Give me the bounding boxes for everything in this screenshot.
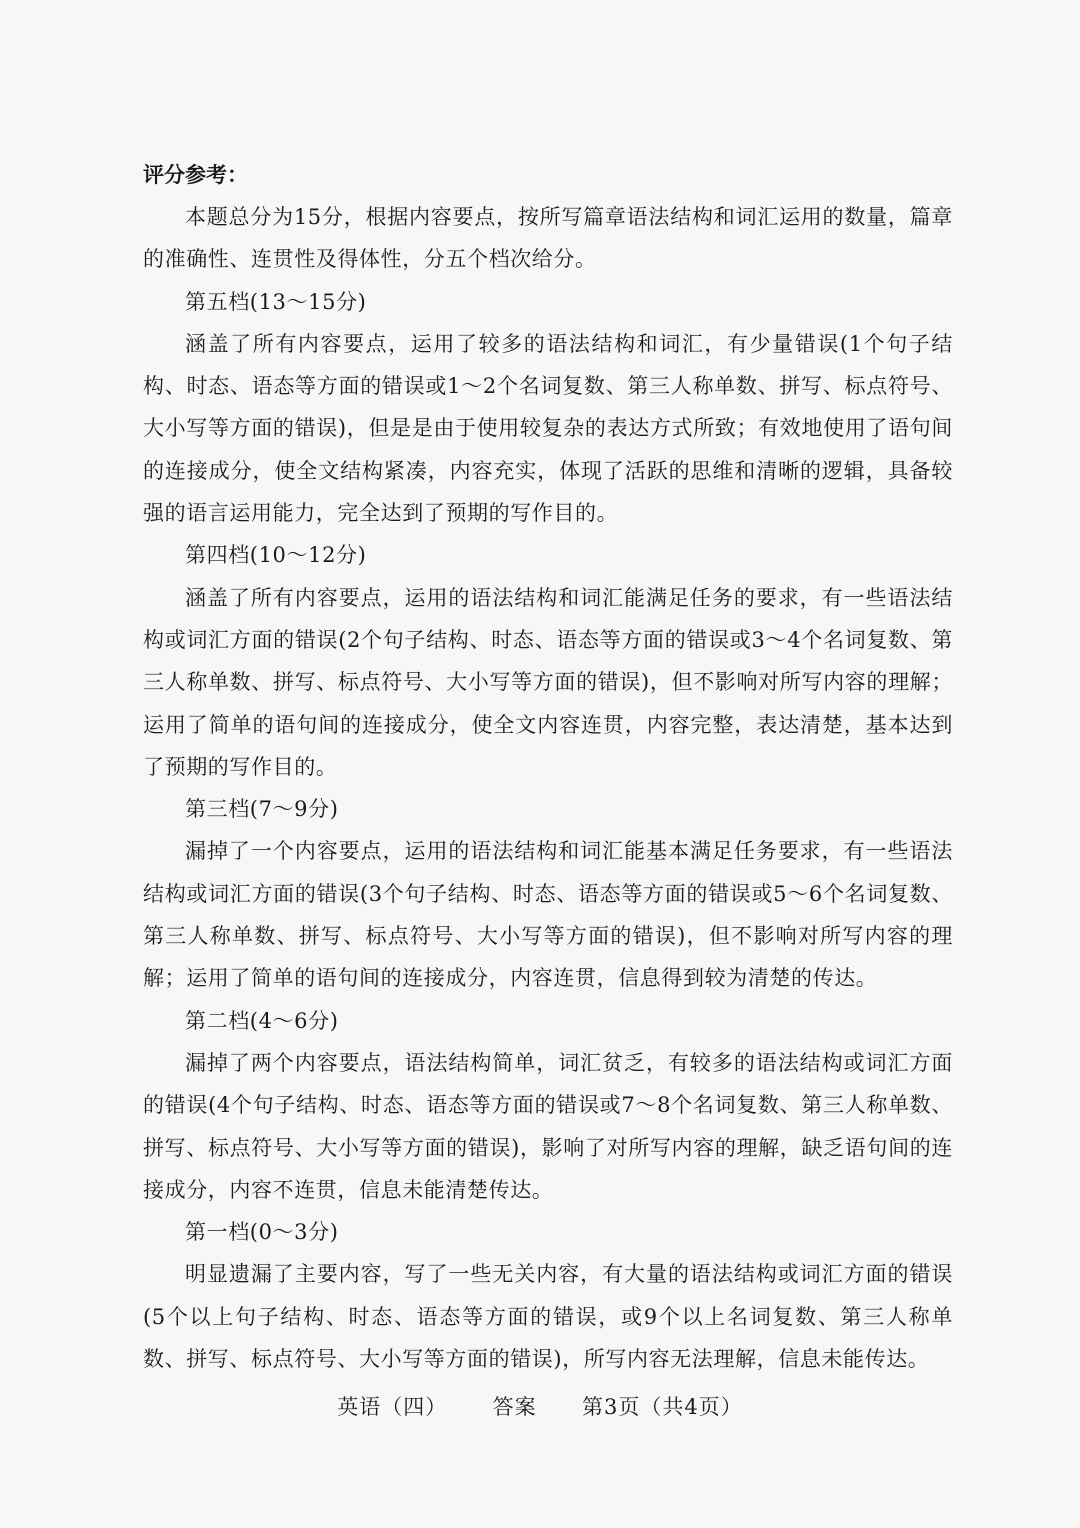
level-4-description: 涵盖了所有内容要点，运用的语法结构和词汇能满足任务的要求，有一些语法结构或词汇方面的错误(2个句子结构、时态、语态等方面的错误或3～4个名词复数、第三人称单数、拼写、标点符号、大小写等方面的错误)，但不影响对所写内容的理解；运用了简单的语句间的连接成分，使全文内容连贯，内容完整，表达清楚，基本达到了预期的写作目的。 [143,585,953,779]
level-1-description: 明显遗漏了主要内容，写了一些无关内容，有大量的语法结构或词汇方面的错误(5个以上句子结构、时态、语态等方面的错误，或9个以上名词复数、第三人称单数、拼写、标点符号、大小写等方面的错误)，所写内容无法理解，信息未能传达。 [143,1262,953,1372]
document-body [143,154,953,1380]
footer-page-number: 第3页（共4页） [582,1395,743,1419]
footer-subject: 英语（四） [337,1395,448,1419]
section-heading: 评分参考： [143,163,248,187]
level-4-title: 第四档(10～12分) [185,543,367,568]
level-5-title: 第五档(13～15分) [185,289,367,314]
level-1-title: 第一档(0～3分) [185,1220,339,1245]
level-3-description: 漏掉了一个内容要点，运用的语法结构和词汇能基本满足任务要求，有一些语法结构或词汇方面的错误(3个句子结构、时态、语态等方面的错误或5～6个名词复数、第三人称单数、拼写、标点符号、大小写等方面的错误)，但不影响对所写内容的理解；运用了简单的语句间的连接成分，内容连贯，信息得到较为清楚的传达。 [143,839,953,991]
level-2-title: 第二档(4～6分) [185,1008,339,1033]
page-footer [0,1392,1080,1422]
level-5-description: 涵盖了所有内容要点，运用了较多的语法结构和词汇，有少量错误(1个句子结构、时态、语态等方面的错误或1～2个名词复数、第三人称单数、拼写、标点符号、大小写等方面的错误)，但是是由于使用较复杂的表达方式所致；有效地使用了语句间的连接成分，使全文结构紧凑，内容充实，体现了活跃的思维和清晰的逻辑，具备较强的语言运用能力，完全达到了预期的写作目的。 [143,331,953,526]
footer-type: 答案 [492,1395,537,1419]
level-2-description: 漏掉了两个内容要点，语法结构简单，词汇贫乏，有较多的语法结构或词汇方面的错误(4个句子结构、时态、语态等方面的错误或7～8个名词复数、第三人称单数、拼写、标点符号、大小写等方面的错误)，影响了对所写内容的理解，缺乏语句间的连接成分，内容不连贯，信息未能清楚传达。 [143,1050,953,1202]
intro-paragraph: 本题总分为15分，根据内容要点，按所写篇章语法结构和词汇运用的数量，篇章的准确性、连贯性及得体性，分五个档次给分。 [143,205,953,272]
level-3-title: 第三档(7～9分) [185,797,339,822]
